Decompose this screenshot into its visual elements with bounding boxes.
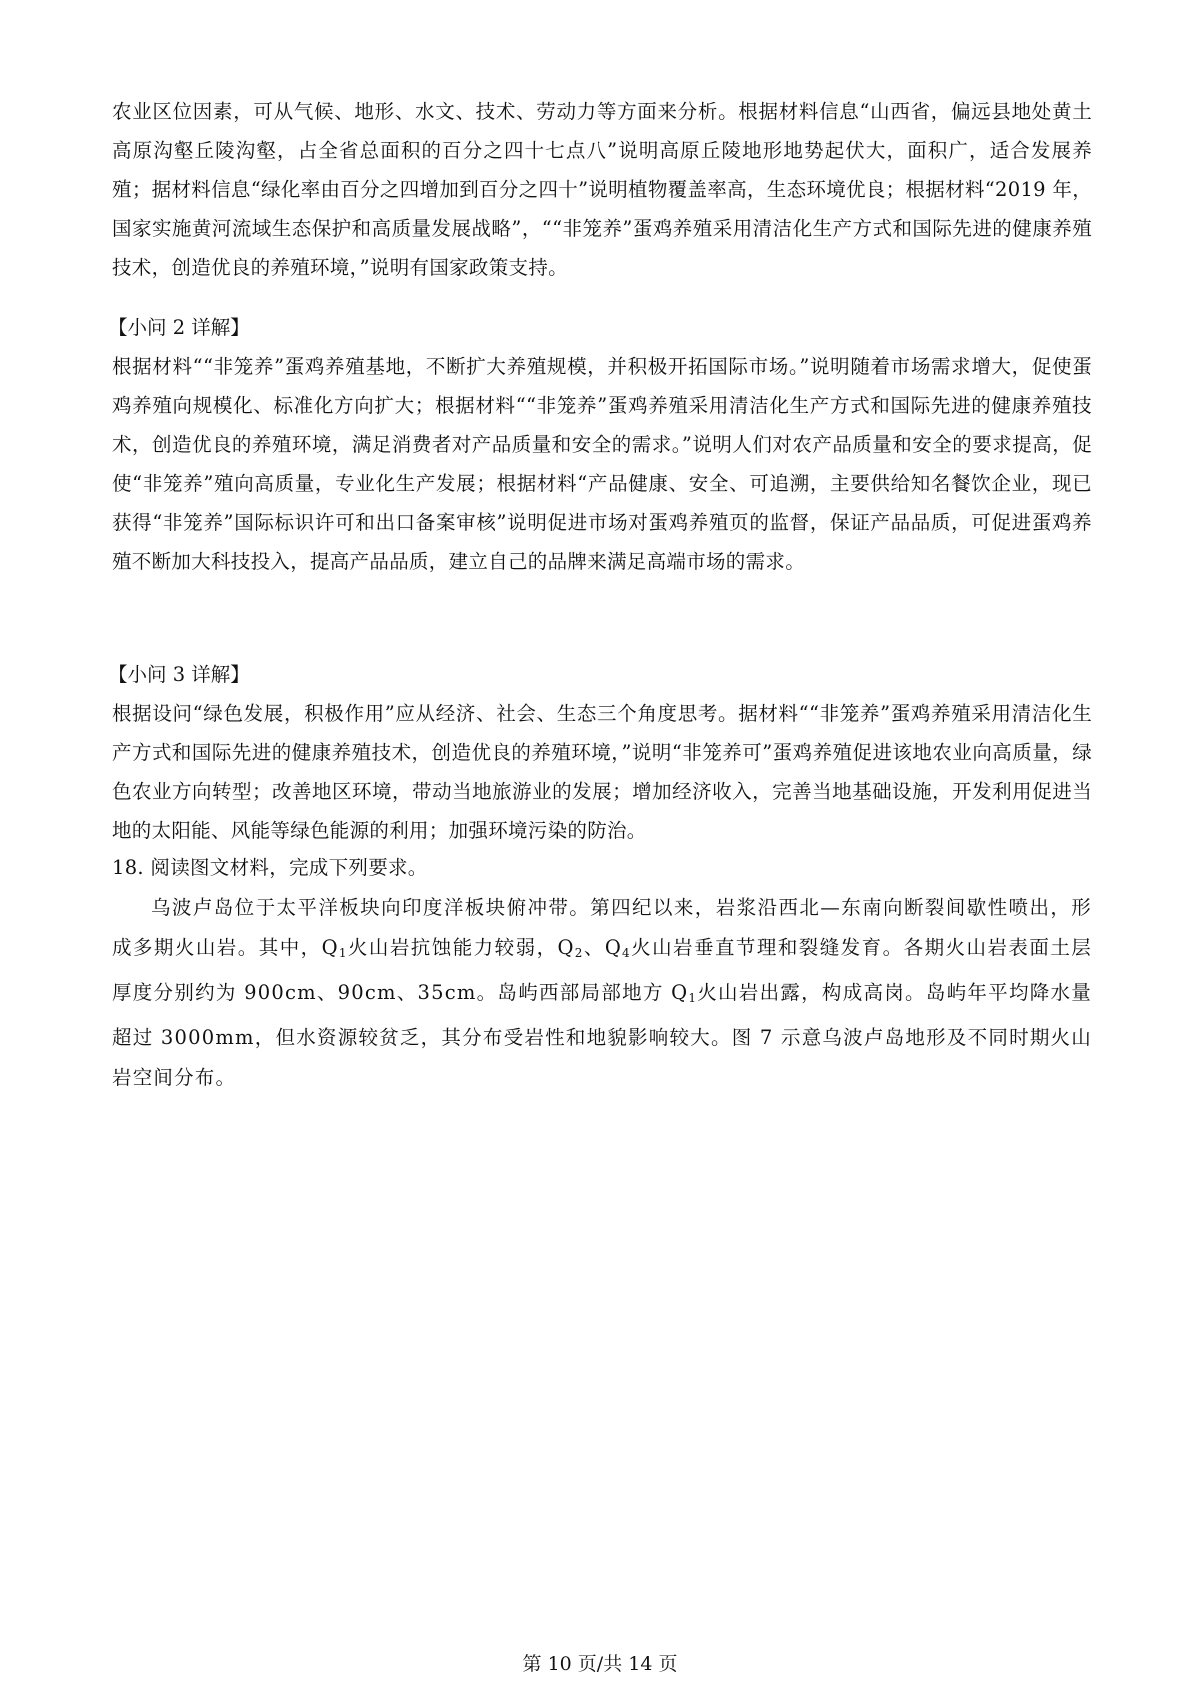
sub-question-3-heading: 【小问 3 详解】 xyxy=(108,663,250,686)
page-footer: 第 10 页/共 14 页 xyxy=(522,1653,678,1675)
analysis-paragraph-3: 根据设问“绿色发展，积极作用”应从经济、社会、生态三个角度思考。据材料““非笼养”蛋鸡养殖采用清洁化生产方式和国际先进的健康养殖技术，创造优良的养殖环境，”说明“非笼养可”蛋鸡养殖促进该地农业向高质量，绿色农业方向转型；改善地区环境，带动当地旅游业的发展；增加经济收入，完善当地基础设施，开发利用促进当地的太阳能、风能等绿色能源的利用；加强环境污染的防治。 xyxy=(112,702,1092,842)
question-18-material: 乌波卢岛位于太平洋板块向印度洋板块俯冲带。第四纪以来，岩浆沿西北—东南向断裂间歇性喷出，形成多期火山岩。其中，$Q_1$火山岩抗蚀能力较弱，$Q_2$、$Q_4$火山岩垂直节理和裂缝发育。各期火山岩表面土层厚度分别约为 900cm、90cm、35cm。岛屿西部局部地方 $Q_1$火山岩出露，构成高岗。岛屿年平均降水量超过 3000mm，但水资源较贫乏，其分布受岩性和地貌影响较大。图 7 示意乌波卢岛地形及不同时期火山岩空间分布。 xyxy=(112,896,1092,1089)
analysis-paragraph-2: 根据材料““非笼养”蛋鸡养殖基地，不断扩大养殖规模，并积极开拓国际市场。”说明随着市场需求增大，促使蛋鸡养殖向规模化、标准化方向扩大；根据材料““非笼养”蛋鸡养殖采用清洁化生产方式和国际先进的健康养殖技术，创造优良的养殖环境，满足消费者对产品质量和安全的需求。”说明人们对农产品质量和安全的要求提高，促使“非笼养”殖向高质量，专业化生产发展；根据材料“产品健康、安全、可追溯，主要供给知名餐饮企业，现已获得“非笼养”国际标识许可和出口备案审核”说明促进市场对蛋鸡养殖页的监督，保证产品品质，可促进蛋鸡养殖不断加大科技投入，提高产品品质，建立自己的品牌来满足高端市场的需求。 xyxy=(112,355,1092,573)
question-18-title: 18. 阅读图文材料，完成下列要求。 xyxy=(112,856,428,879)
sub-question-2-heading: 【小问 2 详解】 xyxy=(108,316,250,339)
analysis-paragraph-1: 农业区位因素，可从气候、地形、水文、技术、劳动力等方面来分析。根据材料信息“山西省，偏远县地处黄土高原沟壑丘陵沟壑，占全省总面积的百分之四十七点八”说明高原丘陵地形地势起伏大，面积广，适合发展养殖；据材料信息“绿化率由百分之四增加到百分之四十”说明植物覆盖率高，生态环境优良；根据材料“2019 年，国家实施黄河流域生态保护和高质量发展战略”，““非笼养”蛋鸡养殖采用清洁化生产方式和国际先进的健康养殖技术，创造优良的养殖环境，”说明有国家政策支持。 xyxy=(112,100,1092,279)
